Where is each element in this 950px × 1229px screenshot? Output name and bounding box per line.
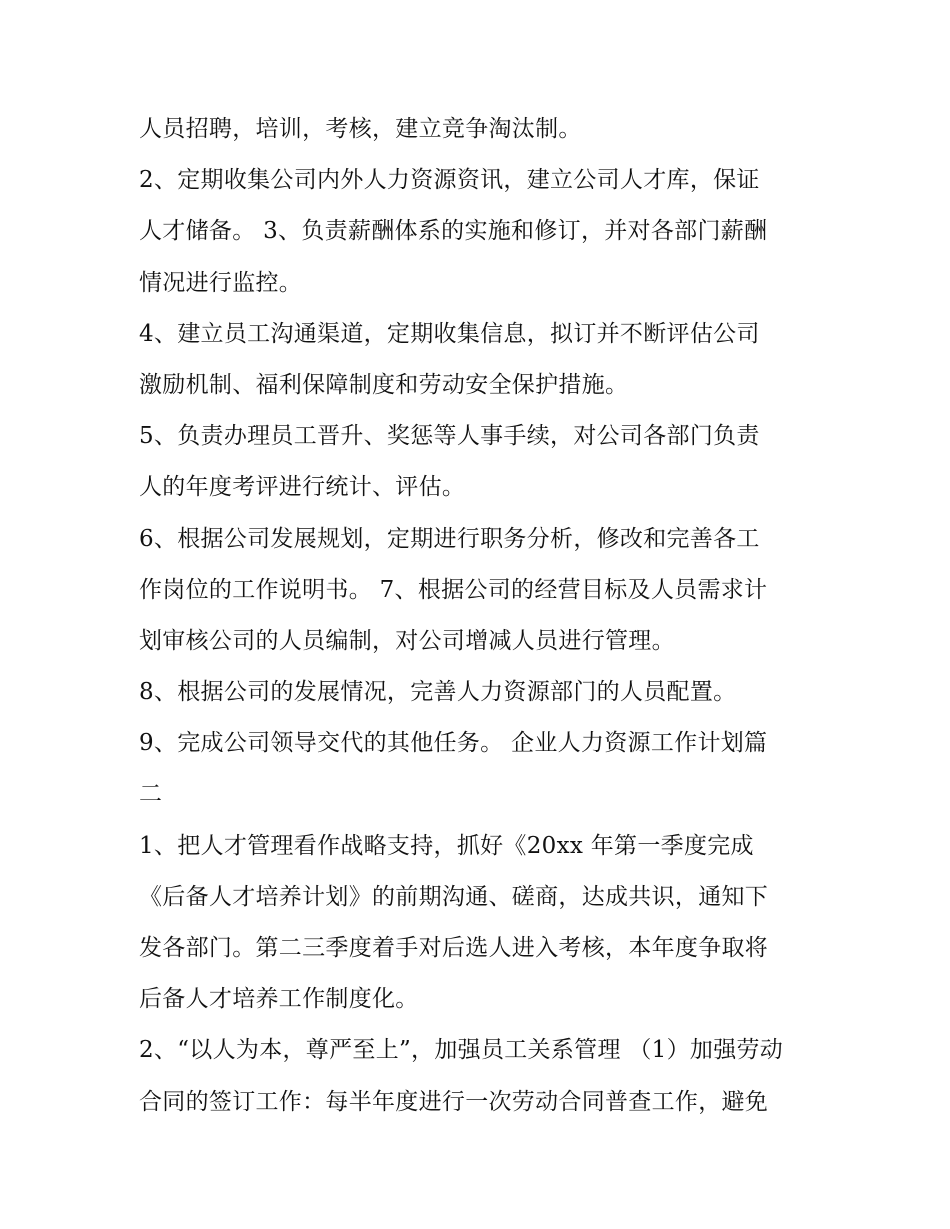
text-line: 激励机制、福利保障制度和劳动安全保护措施。 bbox=[139, 371, 629, 398]
text-line: 合同的签订工作：每半年度进行一次劳动合同普查工作，避免 bbox=[139, 1088, 769, 1115]
text-line: 2、“以人为本，尊严至上”，加强员工关系管理 （1）加强劳动 bbox=[139, 1037, 784, 1064]
text-line: 9、完成公司领导交代的其他任务。 企业人力资源工作计划篇 bbox=[139, 730, 768, 757]
text-line: 二 bbox=[139, 781, 163, 808]
text-line: 人才储备。 3、负责薪酬体系的实施和修订，并对各部门薪酬 bbox=[139, 218, 768, 245]
text-line: 划审核公司的人员编制，对公司增减人员进行管理。 bbox=[139, 627, 675, 654]
text-line: 2、定期收集公司内外人力资源资讯，建立公司人才库，保证 bbox=[139, 167, 760, 194]
text-line: 8、根据公司的发展情况，完善人力资源部门的人员配置。 bbox=[139, 679, 737, 706]
text-line: 1、把人才管理看作战略支持，抓好《20xx 年第一季度完成 bbox=[139, 832, 754, 859]
text-line: 4、建立员工沟通渠道，定期收集信息，拟订并不断评估公司 bbox=[139, 320, 760, 347]
text-line: 人的年度考评进行统计、评估。 bbox=[139, 474, 466, 501]
text-line: 《后备人才培养计划》的前期沟通、磋商，达成共识，通知下 bbox=[139, 883, 769, 910]
text-line: 情况进行监控。 bbox=[139, 269, 303, 296]
text-line: 人员招聘，培训，考核，建立竞争淘汰制。 bbox=[139, 116, 582, 142]
document-body bbox=[139, 104, 819, 1128]
text-line: 5、负责办理员工晋升、奖惩等人事手续，对公司各部门负责 bbox=[139, 423, 760, 450]
text-line: 发各部门。第二三季度着手对后选人进入考核，本年度争取将 bbox=[139, 935, 769, 961]
text-line: 后备人才培养工作制度化。 bbox=[139, 986, 419, 1013]
text-line: 6、根据公司发展规划，定期进行职务分析，修改和完善各工 bbox=[139, 525, 760, 552]
text-line: 作岗位的工作说明书。 7、根据公司的经营目标及人员需求计 bbox=[139, 576, 768, 603]
